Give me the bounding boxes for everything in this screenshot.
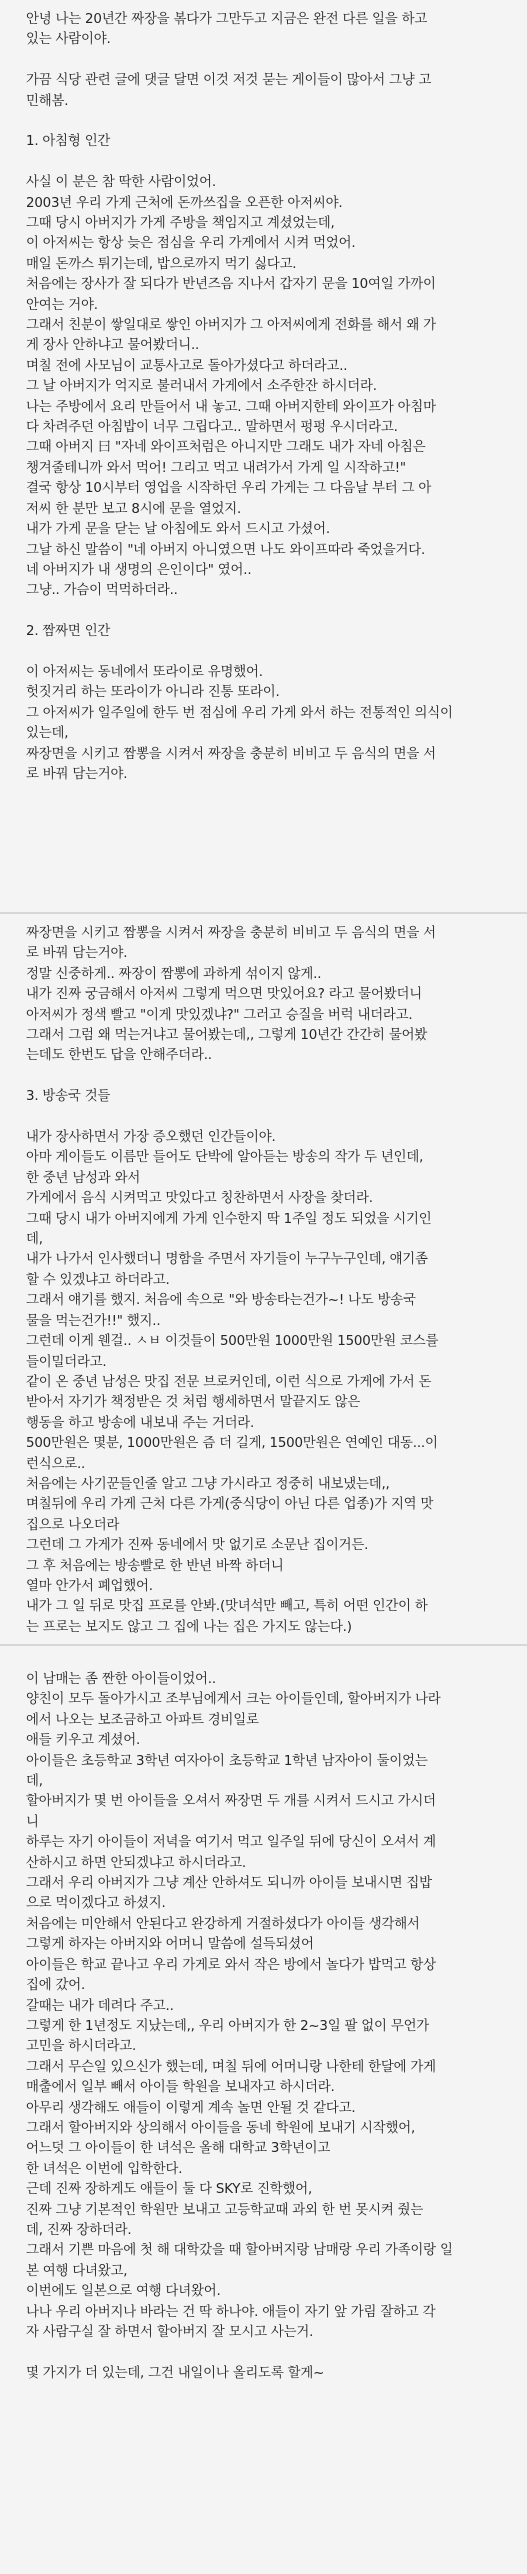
text-line: 로 바꿔 담는거야. [26,946,128,962]
text-line: 이 아저씨는 동네에서 또라이로 유명했어. [26,664,263,680]
blank-line [26,153,501,173]
text-line: 물을 먹는건가!!" 했지.. [26,1313,161,1329]
text-line: 내가 장사하면서 가장 증오했던 인간들이야. [26,1130,276,1146]
text-line: 나는 주방에서 요리 만들어서 내 놓고. 그때 아버지한테 와이프가 아침마 [26,399,436,415]
text-line: 아마 게이들도 이름만 들어도 단박에 알아듣는 방송의 작가 두 년인데, [26,1150,424,1166]
text-line: 그날 하신 말씀이 "네 아버지 아니였으면 나도 와이프따라 죽었을거다. [26,542,426,558]
text-line: 짜장면을 시키고 짬뽕을 시켜서 짜장을 충분히 비비고 두 음식의 면을 서 [26,746,436,762]
text-line: 그런데 이게 웬걸.. ㅅㅂ 이것들이 500만원 1000만원 1500만원 코스를 [26,1334,439,1350]
text-line: 그래서 기쁜 마음에 첫 해 대학갔을 때 할아버지랑 남매랑 우리 가족이랑 일 [26,2243,453,2259]
text-panel-1 [0,0,527,914]
text-line: 아이들은 초등학교 3학년 여자아이 초등학교 1학년 남자아이 둘이었는 [26,1753,428,1769]
text-line: 그렇게 한 1년정도 지났는데,, 우리 아버지가 한 2~3일 팔 없이 무언가 [26,2018,430,2034]
text-line: 그래서 친분이 쌓일대로 쌓인 아버지가 그 아저씨에게 전화를 해서 왜 가 [26,318,436,334]
text-panel-3 [0,1646,527,2574]
text-line: 게 장사 안하냐고 물어봤더니.. [26,338,200,354]
text-line: 나나 우리 아버지나 바라는 건 딱 하나야. 애들이 자기 앞 가림 잘하고 각 [26,2304,436,2320]
text-line: 매일 돈까스 튀기는데, 밥으로까지 먹기 싫다고. [26,256,297,272]
text-line: 그때 아버지 曰 "자네 와이프처럼은 아니지만 그래도 내가 자네 아침은 [26,440,426,456]
text-line: 처음에는 장사가 잘 되다가 반년즈음 지나서 갑자기 문을 10여일 가까이 [26,277,436,293]
text-line: 결국 항상 10시부터 영업을 시작하던 우리 가게는 그 다음날 부터 그 아 [26,481,432,497]
text-line: 매출에서 일부 빼서 아이들 학원을 보내자고 하시더라. [26,2080,335,2096]
text-line: 내가 진짜 궁금해서 아저씨 그렇게 먹으면 맛있어요? 라고 물어봤더니 [26,987,422,1003]
text-line: 며칠 전에 사모님이 교통사고로 돌아가셨다고 하더라고.. [26,358,348,374]
text-line: 고민을 하시더라고. [26,2039,136,2055]
text-line: 한 중년 남성과 와서 [26,1170,141,1186]
text-line: 사실 이 분은 참 딱한 사람이었어. [26,175,216,191]
blank-line [26,51,501,71]
text-line: 챙겨줄테니까 와서 먹어! 그리고 먹고 내려가서 가게 일 시작하고!" [26,460,406,476]
text-line: 그렇게 하자는 아버지와 어머니 말씀에 설득되셨어 [26,1937,314,1953]
text-line: 양친이 모두 돌아가시고 조부님에게서 크는 아이들인데, 할아버지가 나라 [26,1692,441,1708]
text-line: 있는 사람이야. [26,32,111,48]
text-line: 헛짓거리 하는 또라이가 아니라 진통 또라이. [26,685,280,701]
blank-line [26,112,501,132]
text-line: 아무리 생각해도 애들이 이렇게 계속 놀면 안될 것 같다고. [26,2100,356,2116]
text-line: 받아서 자기가 책정받은 것 처럼 행세하면서 말끝지도 않은 [26,1395,361,1411]
text-line: 처음에는 미안해서 안된다고 완강하게 거절하셨다가 아이들 생각해서 [26,1916,420,1932]
text-line: 안녕 나는 20년간 짜장을 볶다가 그만두고 지금은 완전 다른 일을 하고 [26,12,428,27]
text-line: 그래서 무슨일 있으신가 했는데, 며칠 뒤에 어머니랑 나한테 한달에 가게 [26,2059,436,2075]
text-line: 그래서 그럼 왜 먹는거냐고 물어봤는데,, 그렇게 10년간 간간히 물어봤 [26,1028,428,1044]
text-line: 이 남매는 좀 짠한 아이들이었어.. [26,1672,216,1687]
text-line: 1. 아침형 인간 [26,134,111,150]
text-line: 는 프로는 보지도 않고 그 집에 나는 집은 가지도 않는다.) [26,1619,352,1635]
text-line: 데, [26,1774,43,1790]
text-line: 2003년 우리 가게 근처에 돈까쓰집을 오픈한 아저씨야. [26,195,343,211]
text-line: 이 아저씨는 항상 늦은 점심을 우리 가게에서 시켜 먹었어. [26,236,356,252]
text-line: 갈때는 내가 데려다 주고.. [26,1998,174,2014]
text-line: 데, [26,1232,43,1248]
text-line: 가끔 식당 관련 글에 댓글 달면 이것 저것 묻는 게이들이 많아서 그냥 고 [26,73,432,89]
text-line: 그때 당시 아버지가 가게 주방을 책임지고 계셨었는데, [26,216,335,232]
text-line: 그냥.. 가슴이 먹먹하더라.. [26,583,178,599]
text-line: 에서 나오는 보조금하고 아파트 경비일로 [26,1712,259,1728]
text-line: 어느덧 그 아이들이 한 녀석은 올해 대학교 3학년이고 [26,2141,331,2157]
text-line: 그런데 그 가게가 진짜 동네에서 맛 없기로 소문난 집이거든. [26,1538,369,1554]
text-line: 2. 짬짜면 인간 [26,624,111,640]
blank-line [26,1108,501,1128]
text-line: 그때 당시 내가 아버지에게 가게 인수한지 딱 1주일 정도 되었을 시기인 [26,1211,432,1227]
blank-line [26,602,501,622]
text-line: 저씨 한 분만 보고 8시에 문을 열었지. [26,501,242,517]
text-line: 이번에도 일본으로 여행 다녀왔어. [26,2284,221,2300]
text-line: 며칠뒤에 우리 가게 근처 다른 가게(중식당이 아닌 다른 업종)가 지역 맛 [26,1497,434,1513]
text-line: 아저씨가 정색 빨고 "이게 맛있겠냐?" 그러고 승질을 버럭 내더라고. [26,1007,413,1023]
text-line: 안여는 거야. [26,297,98,313]
text-line: 열마 안가서 폐업했어. [26,1578,153,1594]
text-line: 처음에는 사기꾼들인줄 알고 그냥 가시라고 정중히 내보냈는데,, [26,1476,390,1492]
text-line: 3. 방송국 것들 [26,1089,111,1105]
text-line: 내가 그 일 뒤로 맛집 프로를 안봐.(맛녀석만 빼고, 특히 어떤 인간이 하 [26,1599,428,1615]
text-line: 가게에서 음식 시켜먹고 맛있다고 칭찬하면서 사장을 찾더라. [26,1191,373,1207]
text-line: 하루는 자기 아이들이 저녁을 여기서 먹고 일주일 뒤에 당신이 오셔서 계 [26,1835,436,1851]
text-line: 애들 키우고 계셨어. [26,1733,141,1749]
text-line: 다 차려주던 아침밥이 너무 그립다고.. 말하면서 펑펑 우시더라고. [26,420,398,436]
text-line: 집으로 나오더라 [26,1517,120,1533]
text-line: 그래서 우리 아버지가 그냥 계산 안하셔도 되니까 아이들 보내시면 집밥 [26,1876,432,1892]
text-line: 산하시고 하면 안되겠냐고 하시더라고. [26,1855,246,1871]
text-line: 아이들은 학교 끝나고 우리 가게로 와서 작은 방에서 놀다가 밥먹고 항상 [26,1957,436,1973]
text-line: 있는데, [26,726,69,742]
text-line: 같이 온 중년 남성은 맛집 전문 브로커인데, 이런 식으로 가게에 가서 돈 [26,1374,432,1390]
text-line: 그 후 처음에는 방송빨로 한 반년 바짝 하더니 [26,1558,284,1574]
text-line: 몇 가지가 더 있는데, 그건 내일이나 올리도록 할게~ [26,2365,325,2381]
text-line: 할아버지가 몇 번 아이들을 오셔서 짜장면 두 개를 시켜서 드시고 가시더 [26,1794,436,1810]
text-line: 네 아버지가 내 생명의 은인이다" 였어.. [26,562,252,578]
text-line: 짜장면을 시키고 짬뽕을 시켜서 짜장을 충분히 비비고 두 음식의 면을 서 [26,926,436,941]
text-line: 500만원은 몇분, 1000만원은 즘 더 길게, 1500만원은 연예인 대동...이 [26,1436,438,1452]
text-line: 그 날 아버지가 억지로 불러내서 가게에서 소주한잔 하시더라. [26,379,377,395]
text-line: 내가 나가서 인사했더니 명함을 주면서 자기들이 누구누구인데, 얘기좀 [26,1252,428,1268]
text-line: 으로 먹이겠다고 하셨지. [26,1896,166,1912]
text-line: 행동을 하고 방송에 내보내 주는 거더라. [26,1415,255,1431]
blank-line [26,643,501,663]
blank-line [26,2343,501,2363]
text-line: 민해봄. [26,93,69,109]
text-line: 니 [26,1814,39,1830]
text-line: 진짜 그냥 기본적인 학원만 보내고 고등학교때 과외 한 번 못시켜 줬는 [26,2202,424,2218]
text-line: 는데도 한번도 답을 안해주더라.. [26,1048,212,1064]
text-line: 그래서 할아버지와 상의해서 아이들을 동네 학원에 보내기 시작했어, [26,2120,416,2136]
text-line: 데, 진짜 장하더라. [26,2222,132,2238]
text-line: 런식으로.. [26,1456,86,1472]
text-line: 들이밀더라고. [26,1354,107,1370]
text-line: 정말 신중하게.. 짜장이 짬뽕에 과하게 섞이지 않게.. [26,966,322,982]
text-line: 한 녀석은 이번에 입학한다. [26,2161,183,2177]
text-line: 그래서 얘기를 했지. 처음에 속으로 "와 방송타는건가~! 나도 방송국 [26,1293,416,1309]
text-line: 본 여행 다녀왔고, [26,2263,128,2279]
text-line: 근데 진짜 장하게도 애들이 둘 다 SKY로 진학했어, [26,2182,313,2198]
text-line: 내가 가게 문을 닫는 날 아침에도 와서 드시고 가셨어. [26,522,330,538]
text-panel-2 [0,914,527,1646]
text-line: 집에 갔어. [26,1978,86,1994]
text-line: 자 사람구실 잘 하면서 할아버지 잘 모시고 사는거. [26,2325,314,2340]
text-line: 로 바꿔 담는거야. [26,766,128,782]
blank-line [26,1067,501,1087]
text-line: 할 수 있겠냐고 하더라고. [26,1272,170,1288]
text-line: 그 아저씨가 일주일에 한두 번 점심에 우리 가게 와서 하는 전통적인 의식이 [26,705,453,721]
